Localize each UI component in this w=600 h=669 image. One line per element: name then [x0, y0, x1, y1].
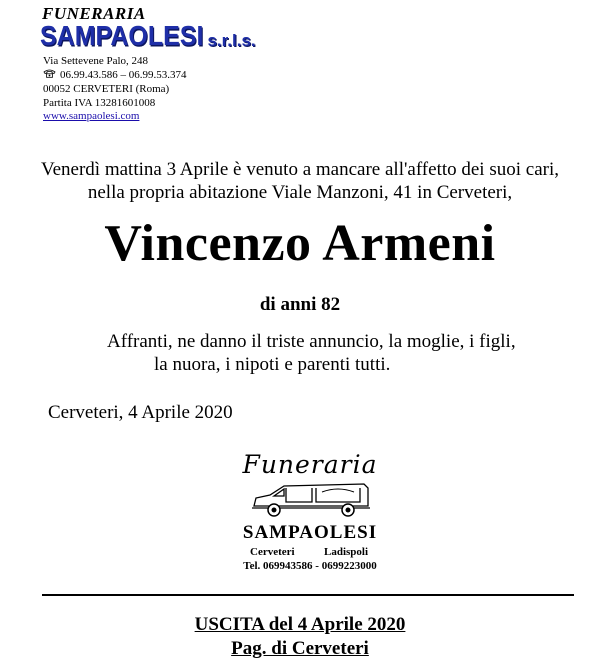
address: Via Settevene Palo, 248 [43, 55, 149, 67]
logo-town-cerveteri: Cerveteri [250, 546, 295, 558]
brand-top-label: FUNERARIA [42, 4, 146, 23]
city: 00052 CERVETERI (Roma) [43, 83, 170, 95]
mourners-line-1: Affranti, ne danno il triste annuncio, la moglie, i figli, [107, 331, 516, 352]
funeral-home-logo [220, 438, 400, 580]
deceased-name: Vincenzo Armeni [104, 215, 496, 272]
logo-phone: Tel. 069943586 - 0699223000 [243, 560, 377, 572]
hearse-icon [250, 478, 374, 525]
exit-date: USCITA del 4 Aprile 2020 [194, 614, 406, 635]
logo-title: Funeraria [242, 450, 378, 479]
place-date: Cerveteri, 4 Aprile 2020 [48, 402, 233, 423]
vat-number: Partita IVA 13281601008 [43, 97, 156, 109]
telephone-icon [43, 68, 57, 82]
mourners-line-2: la nuora, i nipoti e parenti tutti. [154, 354, 391, 375]
logo-town-ladispoli: Ladispoli [324, 546, 369, 558]
page-location: Pag. di Cerveteri [231, 638, 369, 659]
phone-line [43, 68, 187, 82]
logo-company: SAMPAOLESI [242, 522, 378, 543]
announce-line-1: Venerdì mattina 3 Aprile è venuto a mancare all'affetto dei suoi cari, [41, 159, 559, 180]
brand-suffix: s.r.l.s. [207, 31, 256, 50]
announce-line-2: nella propria abitazione Viale Manzoni, 41 in Cerveteri, [87, 182, 513, 203]
website-link[interactable]: www.sampaolesi.com [43, 110, 140, 122]
divider [42, 594, 574, 596]
phone-numbers: 06.99.43.586 – 06.99.53.374 [60, 69, 187, 81]
deceased-age: di anni 82 [259, 294, 341, 315]
brand-name: SAMPAOLESI [40, 20, 204, 52]
brand-logo [40, 20, 256, 53]
